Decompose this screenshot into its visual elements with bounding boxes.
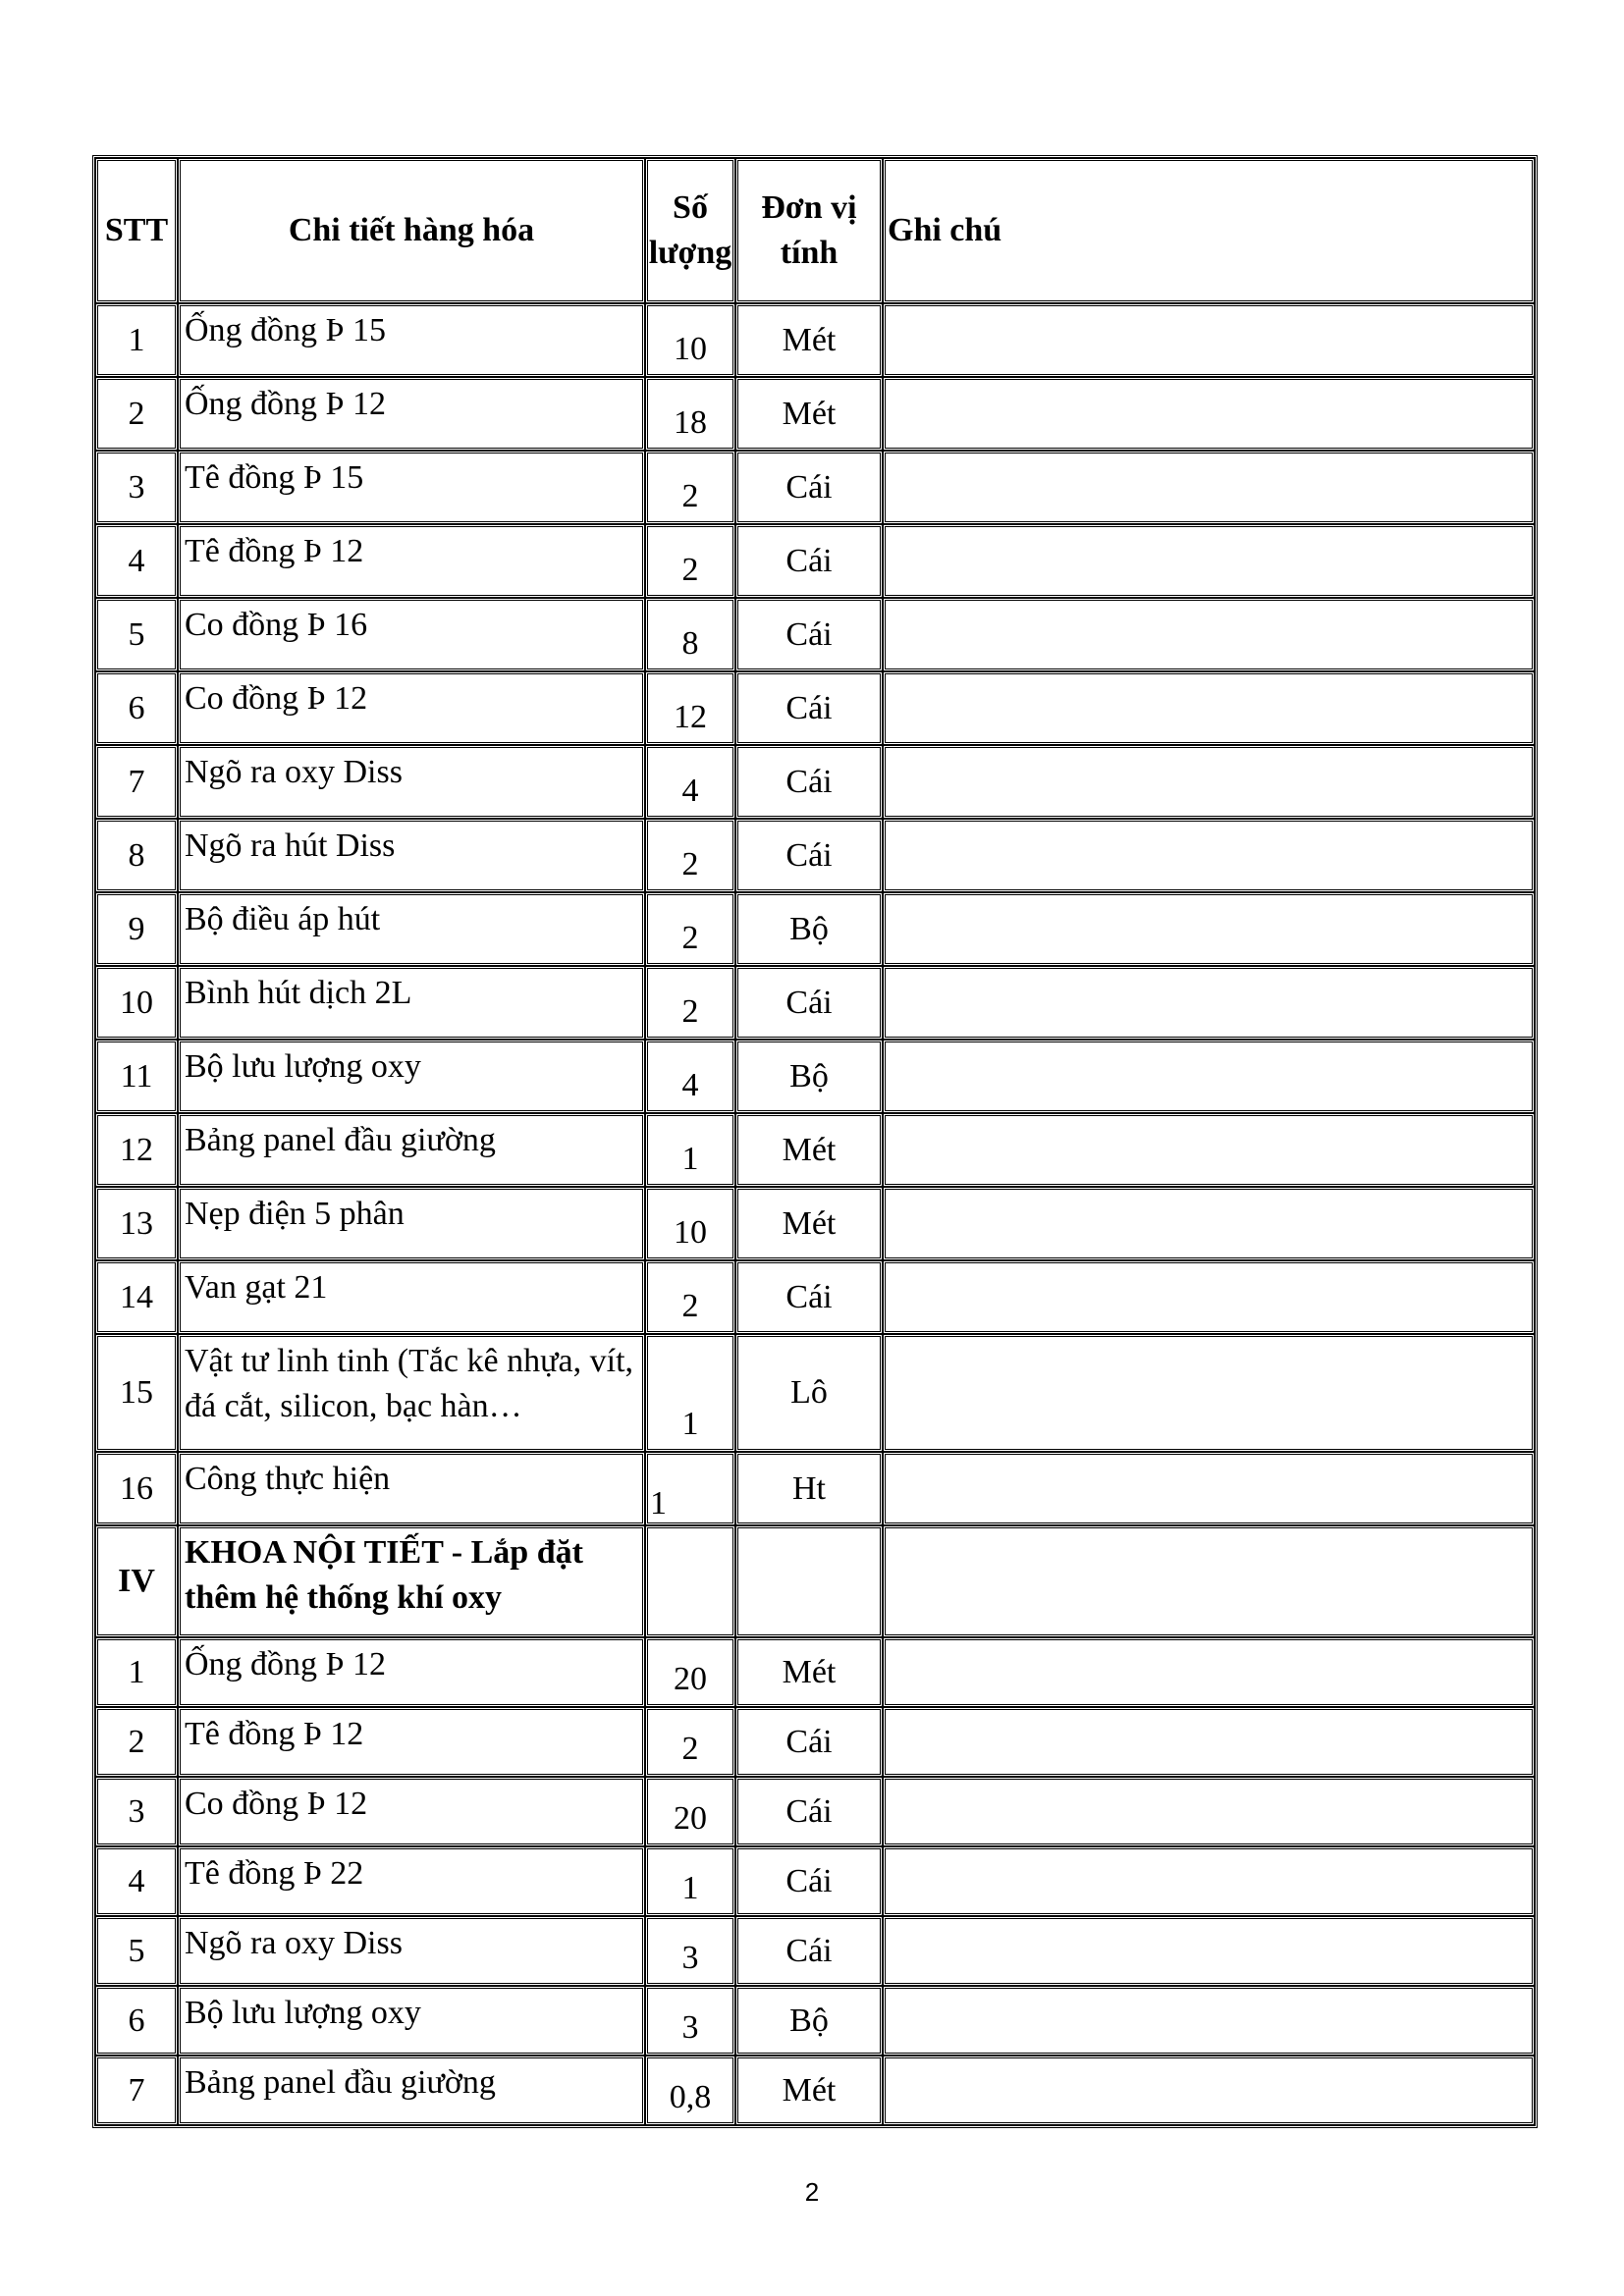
header-unit: Đơn vị tính <box>735 158 883 303</box>
row-qty: 12 <box>645 671 735 745</box>
row-item: Bình hút dịch 2L <box>178 966 645 1040</box>
row-unit: Cái <box>735 598 883 671</box>
row-item: Bộ điều áp hút <box>178 892 645 966</box>
row-item: Bảng panel đầu giường <box>178 2056 645 2125</box>
row-stt: 1 <box>95 1637 178 1707</box>
row-item: Ống đồng Þ 12 <box>178 1637 645 1707</box>
table-row <box>95 1846 1535 1916</box>
row-stt: 11 <box>95 1040 178 1113</box>
table-row <box>95 1260 1535 1334</box>
row-unit: Cái <box>735 819 883 892</box>
row-note <box>883 745 1535 819</box>
table-row <box>95 377 1535 451</box>
row-stt: 12 <box>95 1113 178 1187</box>
table-row <box>95 1334 1535 1452</box>
row-qty: 20 <box>645 1637 735 1707</box>
row-note <box>883 1113 1535 1187</box>
section-row <box>95 1525 1535 1637</box>
row-note <box>883 1986 1535 2056</box>
row-note <box>883 1260 1535 1334</box>
table-row <box>95 303 1535 377</box>
row-unit: Cái <box>735 671 883 745</box>
goods-table-container <box>92 155 1538 2128</box>
row-item: Ống đồng Þ 15 <box>178 303 645 377</box>
section-unit-cell <box>735 1525 883 1637</box>
row-note <box>883 1334 1535 1452</box>
header-stt: STT <box>95 158 178 303</box>
table-row <box>95 671 1535 745</box>
table-row <box>95 966 1535 1040</box>
row-note <box>883 1777 1535 1846</box>
row-qty: 2 <box>645 1260 735 1334</box>
table-row <box>95 2056 1535 2125</box>
row-unit: Cái <box>735 1777 883 1846</box>
row-note <box>883 1637 1535 1707</box>
header-note: Ghi chú <box>883 158 1535 303</box>
row-qty: 2 <box>645 451 735 524</box>
row-note <box>883 451 1535 524</box>
row-stt: 5 <box>95 1916 178 1986</box>
row-unit: Ht <box>735 1452 883 1525</box>
row-qty: 0,8 <box>645 2056 735 2125</box>
row-unit: Mét <box>735 1637 883 1707</box>
row-qty: 8 <box>645 598 735 671</box>
row-note <box>883 1707 1535 1777</box>
row-unit: Cái <box>735 1260 883 1334</box>
row-stt: 4 <box>95 524 178 598</box>
row-qty: 4 <box>645 745 735 819</box>
row-note <box>883 1916 1535 1986</box>
row-stt: 15 <box>95 1334 178 1452</box>
table-row <box>95 745 1535 819</box>
header-item: Chi tiết hàng hóa <box>178 158 645 303</box>
row-stt: 2 <box>95 377 178 451</box>
row-qty: 1 <box>645 1846 735 1916</box>
row-note <box>883 966 1535 1040</box>
row-note <box>883 598 1535 671</box>
header-qty: Số lượng <box>645 158 735 303</box>
row-unit: Bộ <box>735 1040 883 1113</box>
table-row <box>95 1707 1535 1777</box>
row-stt: 4 <box>95 1846 178 1916</box>
row-unit: Cái <box>735 1916 883 1986</box>
row-stt: 7 <box>95 2056 178 2125</box>
row-qty: 2 <box>645 892 735 966</box>
row-qty: 2 <box>645 1707 735 1777</box>
row-stt: 3 <box>95 451 178 524</box>
row-stt: 14 <box>95 1260 178 1334</box>
table-row <box>95 598 1535 671</box>
row-qty: 4 <box>645 1040 735 1113</box>
table-row <box>95 1986 1535 2056</box>
row-item: Vật tư linh tinh (Tắc kê nhựa, vít, đá cắt, silicon, bạc hàn… <box>178 1334 645 1452</box>
table-row <box>95 451 1535 524</box>
row-unit: Bộ <box>735 892 883 966</box>
row-note <box>883 1040 1535 1113</box>
row-item: Tê đồng Þ 12 <box>178 524 645 598</box>
row-unit: Cái <box>735 524 883 598</box>
row-note <box>883 377 1535 451</box>
row-qty: 2 <box>645 819 735 892</box>
row-item: Ngõ ra oxy Diss <box>178 1916 645 1986</box>
row-stt: 7 <box>95 745 178 819</box>
row-note <box>883 1846 1535 1916</box>
table-row <box>95 1452 1535 1525</box>
row-item: Bộ lưu lượng oxy <box>178 1040 645 1113</box>
row-item: Bảng panel đầu giường <box>178 1113 645 1187</box>
row-qty: 20 <box>645 1777 735 1846</box>
row-unit: Mét <box>735 303 883 377</box>
row-stt: 3 <box>95 1777 178 1846</box>
row-unit: Bộ <box>735 1986 883 2056</box>
row-stt: 6 <box>95 1986 178 2056</box>
table-row <box>95 819 1535 892</box>
row-note <box>883 819 1535 892</box>
row-qty: 1 <box>645 1113 735 1187</box>
page-number: 2 <box>804 2177 820 2207</box>
row-item: Tê đồng Þ 22 <box>178 1846 645 1916</box>
row-item: Ngõ ra oxy Diss <box>178 745 645 819</box>
row-unit: Cái <box>735 451 883 524</box>
table-header-row <box>95 158 1535 303</box>
row-item: Co đồng Þ 12 <box>178 671 645 745</box>
row-unit: Cái <box>735 966 883 1040</box>
row-qty: 2 <box>645 966 735 1040</box>
row-qty: 10 <box>645 1187 735 1260</box>
section-qty-cell <box>645 1525 735 1637</box>
row-stt: 13 <box>95 1187 178 1260</box>
table-row <box>95 892 1535 966</box>
row-unit: Cái <box>735 1846 883 1916</box>
table-row <box>95 1113 1535 1187</box>
row-stt: 9 <box>95 892 178 966</box>
row-unit: Cái <box>735 745 883 819</box>
row-item: Van gạt 21 <box>178 1260 645 1334</box>
row-note <box>883 524 1535 598</box>
table-row <box>95 1040 1535 1113</box>
row-item: Co đồng Þ 16 <box>178 598 645 671</box>
row-qty: 1 <box>645 1452 735 1525</box>
row-note <box>883 1187 1535 1260</box>
row-qty: 18 <box>645 377 735 451</box>
row-unit: Mét <box>735 377 883 451</box>
row-item: Ngõ ra hút Diss <box>178 819 645 892</box>
row-note <box>883 1452 1535 1525</box>
table-row <box>95 1777 1535 1846</box>
row-unit: Mét <box>735 1187 883 1260</box>
row-item: Nẹp điện 5 phân <box>178 1187 645 1260</box>
row-stt: 10 <box>95 966 178 1040</box>
row-item: Bộ lưu lượng oxy <box>178 1986 645 2056</box>
row-note <box>883 671 1535 745</box>
row-stt: 5 <box>95 598 178 671</box>
row-unit: Cái <box>735 1707 883 1777</box>
row-item: Ống đồng Þ 12 <box>178 377 645 451</box>
row-item: Tê đồng Þ 15 <box>178 451 645 524</box>
section-title: KHOA NỘI TIẾT - Lắp đặt thêm hệ thống khí oxy <box>178 1525 645 1637</box>
table-row <box>95 1637 1535 1707</box>
row-stt: 6 <box>95 671 178 745</box>
row-unit: Lô <box>735 1334 883 1452</box>
row-qty: 3 <box>645 1986 735 2056</box>
section-stt: IV <box>95 1525 178 1637</box>
row-item: Co đồng Þ 12 <box>178 1777 645 1846</box>
row-qty: 2 <box>645 524 735 598</box>
goods-table <box>92 155 1538 2128</box>
row-qty: 10 <box>645 303 735 377</box>
row-stt: 1 <box>95 303 178 377</box>
row-note <box>883 2056 1535 2125</box>
row-note <box>883 303 1535 377</box>
row-stt: 2 <box>95 1707 178 1777</box>
row-qty: 3 <box>645 1916 735 1986</box>
table-row <box>95 1187 1535 1260</box>
row-note <box>883 892 1535 966</box>
table-row <box>95 1916 1535 1986</box>
row-item: Công thực hiện <box>178 1452 645 1525</box>
row-stt: 8 <box>95 819 178 892</box>
row-qty: 1 <box>645 1334 735 1452</box>
row-unit: Mét <box>735 2056 883 2125</box>
row-stt: 16 <box>95 1452 178 1525</box>
row-unit: Mét <box>735 1113 883 1187</box>
table-row <box>95 524 1535 598</box>
row-item: Tê đồng Þ 12 <box>178 1707 645 1777</box>
section-note-cell <box>883 1525 1535 1637</box>
